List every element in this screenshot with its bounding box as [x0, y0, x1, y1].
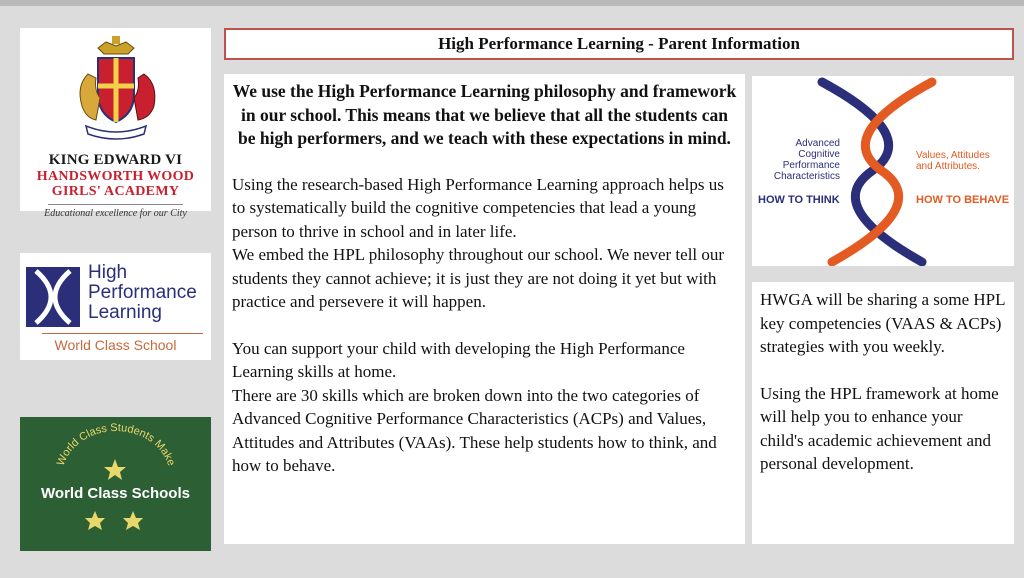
top-edge — [0, 0, 1024, 6]
paragraph-weekly-sharing: HWGA will be sharing a some HPL key competencies (VAAS & ACPs) strategies with you weekly. — [760, 290, 1005, 356]
school-name-line3: GIRLS' ACADEMY — [51, 184, 180, 199]
paragraph-skills: There are 30 skills which are broken down into the two categories of Advanced Cognitive Performance Characteristics (ACPs) and Values, Attitudes and Attributes (VAAs). These help students how to think, and how to behave. — [232, 385, 717, 475]
how-to-think-label: HOW TO THINK — [758, 194, 840, 206]
paragraph-approach: Using the research-based High Performance Learning approach helps us to systematically build the cognitive competencies that lead a young person to thrive in school and in later life. — [232, 174, 724, 241]
paragraph-support: You can support your child with developing the High Performance Learning skills at home. — [232, 338, 685, 381]
school-crest-icon — [68, 34, 164, 146]
school-name-line2: HANDSWORTH WOOD — [36, 169, 195, 184]
helix-graphic — [752, 76, 1014, 266]
wcs-main-text: World Class Schools — [41, 485, 190, 502]
paragraph-philosophy: We embed the HPL philosophy throughout our school. We never tell our students they cannot achieve; it is just they are not doing it yet but with practice and persevere it will happen. — [232, 245, 725, 311]
world-class-schools-logo — [20, 417, 211, 551]
school-logo — [20, 28, 211, 219]
paragraph-home-framework: Using the HPL framework at home will help you to enhance your child's academic achievement and personal development. — [760, 383, 999, 473]
main-text-panel — [224, 74, 745, 544]
side-text-panel — [752, 282, 1014, 544]
page-title — [224, 28, 1014, 60]
hpl-subtitle: World Class School — [54, 337, 177, 353]
hpl-helix-icon — [26, 267, 80, 327]
svg-text:World Class Students Make — [55, 422, 177, 468]
hpl-word-learning: Learning — [88, 302, 162, 323]
page-title-text: High Performance Learning - Parent Information — [438, 34, 800, 53]
hpl-logo — [20, 253, 211, 360]
wcs-emblem-icon — [20, 417, 211, 551]
hpl-word-high: High — [88, 262, 128, 283]
logo-divider — [48, 204, 183, 205]
vaa-label: Values, Attitudes and Attributes. — [916, 150, 990, 172]
wcs-arc-text: World Class Students Make — [54, 421, 178, 468]
how-to-behave-label: HOW TO BEHAVE — [916, 194, 1010, 206]
intro-statement: We use the High Performance Learning philosophy and framework in our school. This means that we believe that all the students can be high performers, and we teach with these expectations in mind. — [232, 81, 737, 148]
hpl-divider — [42, 333, 203, 334]
acp-label: Advanced Cognitive Performance Characteristics — [773, 138, 840, 182]
school-name-line1: KING EDWARD VI — [48, 152, 183, 168]
school-tagline: Educational excellence for our City — [44, 208, 187, 219]
hpl-word-performance: Performance — [88, 282, 197, 303]
